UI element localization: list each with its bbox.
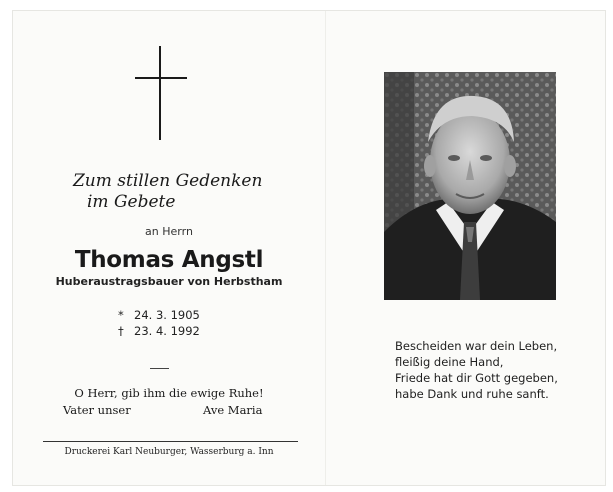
- life-dates: [118, 307, 200, 339]
- memorial-verse: [395, 338, 558, 402]
- birth-date: 24. 3. 1905: [134, 308, 200, 322]
- death-symbol: †: [118, 324, 124, 338]
- portrait-photo: [384, 72, 556, 300]
- birth-symbol: *: [118, 308, 124, 322]
- memorial-card: [12, 10, 606, 486]
- divider-dash: [150, 368, 169, 369]
- deceased-name: Thomas Angstl: [74, 247, 264, 273]
- death-date: 23. 4. 1992: [134, 324, 200, 338]
- printer-rule: [43, 441, 298, 442]
- occupation: Huberaustragsbauer von Herbstham: [55, 275, 283, 288]
- salutation: an Herrn: [145, 225, 193, 238]
- printer-credit: Druckerei Karl Neuburger, Wasserburg a. Inn: [64, 447, 274, 457]
- left-panel: [13, 11, 325, 485]
- cross-icon: [135, 46, 187, 140]
- remembrance-heading: [73, 171, 273, 213]
- birth-row: [118, 307, 200, 323]
- prayer-vater-unser: Vater unser: [63, 403, 131, 417]
- remembrance-line-1: Zum stillen Gedenken: [73, 171, 263, 191]
- right-panel: [325, 11, 605, 485]
- prayer-ave-maria: Ave Maria: [203, 403, 263, 417]
- verse-line-2: fleißig deine Hand,: [395, 355, 504, 369]
- verse-line-1: Bescheiden war dein Leben,: [395, 339, 558, 353]
- prayer-line: O Herr, gib ihm die ewige Ruhe!: [74, 386, 264, 400]
- verse-line-3: Friede hat dir Gott gegeben,: [395, 371, 558, 385]
- verse-line-4: habe Dank und ruhe sanft.: [395, 387, 549, 401]
- death-row: [118, 323, 200, 339]
- remembrance-line-2: im Gebete: [87, 192, 176, 212]
